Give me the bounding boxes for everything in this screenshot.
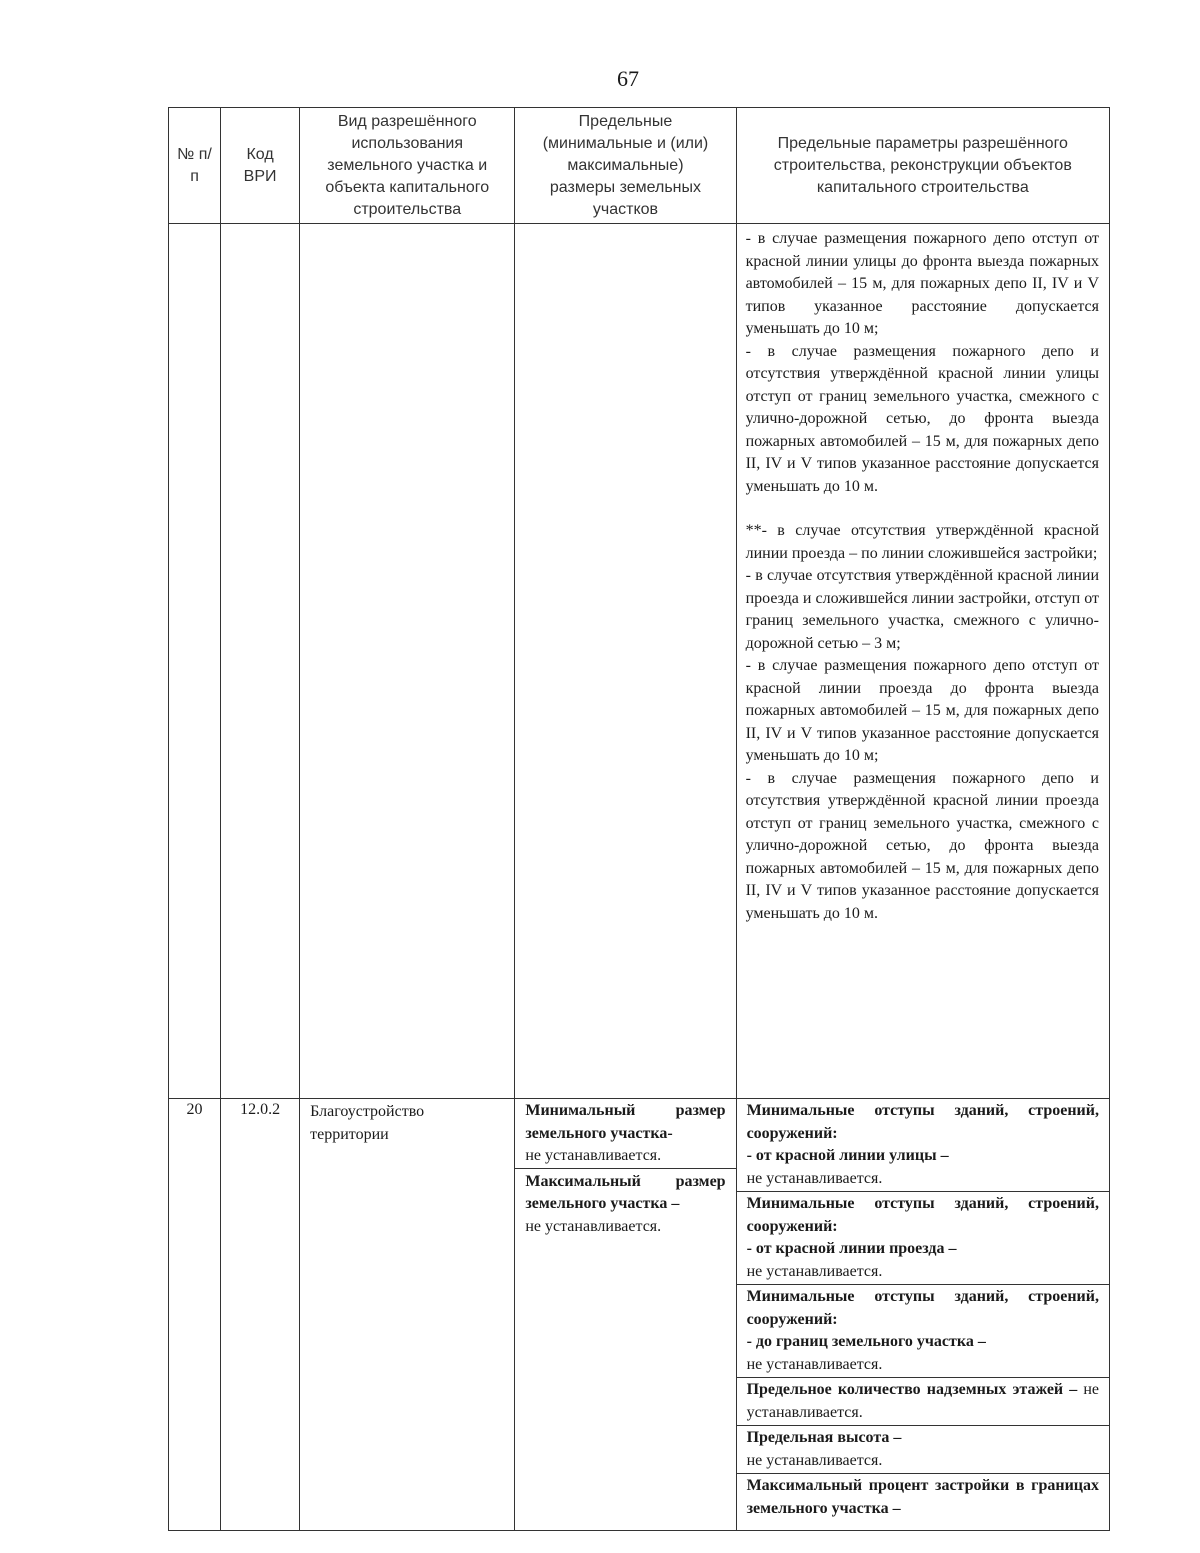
cell-empty-type [300, 224, 515, 1099]
plot-size-max-value: не устанавливается. [525, 1217, 662, 1235]
header-number: № п/п [169, 108, 221, 224]
cell-plot-sizes [515, 1099, 736, 1531]
table-row [169, 1099, 1110, 1531]
cell-empty-num [169, 224, 221, 1099]
param-title: Минимальные отступы зданий, строений, сооружений: [746, 1288, 1099, 1328]
cell-empty-code [221, 224, 300, 1099]
paragraph: **- в случае отсутствия утверждённой красной линии проезда – по линии сложившейся застройки; [745, 522, 1099, 562]
param-coverage [737, 1474, 1109, 1521]
cell-construction-params [736, 1099, 1109, 1531]
param-setback-boundary [737, 1285, 1109, 1378]
param-title: Минимальные отступы зданий, строений, сооружений: [746, 1195, 1099, 1235]
cell-use-type: Благоустройство территории [300, 1099, 515, 1531]
paragraph: - в случае отсутствия утверждённой красной линии проезда и сложившейся линии застройки, отступ от границ земельного участка, смежного с улично-дорожной сетью – 3 м; [745, 567, 1099, 652]
param-title: Предельное количество надземных этажей – [746, 1381, 1084, 1398]
cell-code: 12.0.2 [221, 1099, 300, 1531]
plot-size-max [515, 1169, 735, 1239]
header-plot-sizes: Предельные (минимальные и (или) максимальные) размеры земельных участков [515, 108, 736, 224]
param-setback-passage [737, 1192, 1109, 1285]
param-detail: - от красной линии улицы – [746, 1147, 949, 1164]
paragraph: - в случае размещения пожарного депо отступ от красной линии проезда до фронта выезда пожарных автомобилей – 15 м, для пожарных депо II, IV и V типов указанное расстояние допускается уменьшать до 10 м; [745, 657, 1099, 764]
regulations-table [168, 107, 1110, 1531]
plot-size-max-title: Максимальный размер земельного участка – [525, 1172, 726, 1212]
param-value: не устанавливается. [746, 1262, 883, 1280]
param-value: не устанавливается. [746, 1169, 883, 1187]
param-value: не устанавливается. [746, 1451, 883, 1469]
param-detail: - до границ земельного участка – [746, 1333, 986, 1350]
param-title: Предельная высота – [746, 1429, 902, 1446]
plot-size-min [515, 1099, 735, 1169]
header-construction-params: Предельные параметры разрешённого строительства, реконструкции объектов капитального строительства [736, 108, 1109, 224]
param-value: не устанавливается. [746, 1381, 1099, 1421]
param-value: не устанавливается. [746, 1355, 883, 1373]
param-height [737, 1426, 1109, 1474]
cell-params-continued [736, 224, 1109, 1099]
paragraph: - в случае размещения пожарного депо отступ от красной линии улицы до фронта выезда пожарных автомобилей – 15 м, для пожарных депо II, IV и V типов указанное расстояние допускается уменьшать до 10 м; [745, 230, 1099, 337]
page-number: 67 [617, 66, 639, 91]
header-use-type: Вид разрешённого использования земельного участка и объекта капитального строительства [300, 108, 515, 224]
param-setback-street [737, 1099, 1109, 1192]
param-floors [737, 1378, 1109, 1426]
paragraph: - в случае размещения пожарного депо и отсутствия утверждённой красной линии улицы отступ от границ земельного участка, смежного с улично-дорожной сетью, до фронта выезда пожарных автомобилей – 15 м, для пожарных депо II, IV и V типов указанное расстояние допускается уменьшать до 10 м. [745, 342, 1099, 495]
plot-size-min-value: не устанавливается. [525, 1147, 662, 1164]
param-title: Максимальный процент застройки в границах земельного участка – [746, 1477, 1099, 1517]
param-detail: - от красной линии проезда – [746, 1240, 957, 1257]
table-row-continued [169, 224, 1110, 1099]
cell-number: 20 [169, 1099, 221, 1531]
header-code: Код ВРИ [221, 108, 300, 224]
param-title: Минимальные отступы зданий, строений, сооружений: [746, 1102, 1099, 1142]
table-header-row [169, 108, 1110, 224]
paragraph: - в случае размещения пожарного депо и отсутствия утверждённой красной линии проезда отступ от границ земельного участка, смежного с улично-дорожной сетью, до фронта выезда пожарных автомобилей – 15 м, для пожарных депо II, IV и V типов указанное расстояние допускается уменьшать до 10 м. [745, 769, 1099, 922]
cell-empty-sizes [515, 224, 736, 1099]
plot-size-min-title: Минимальный размер земельного участка- [525, 1102, 726, 1142]
